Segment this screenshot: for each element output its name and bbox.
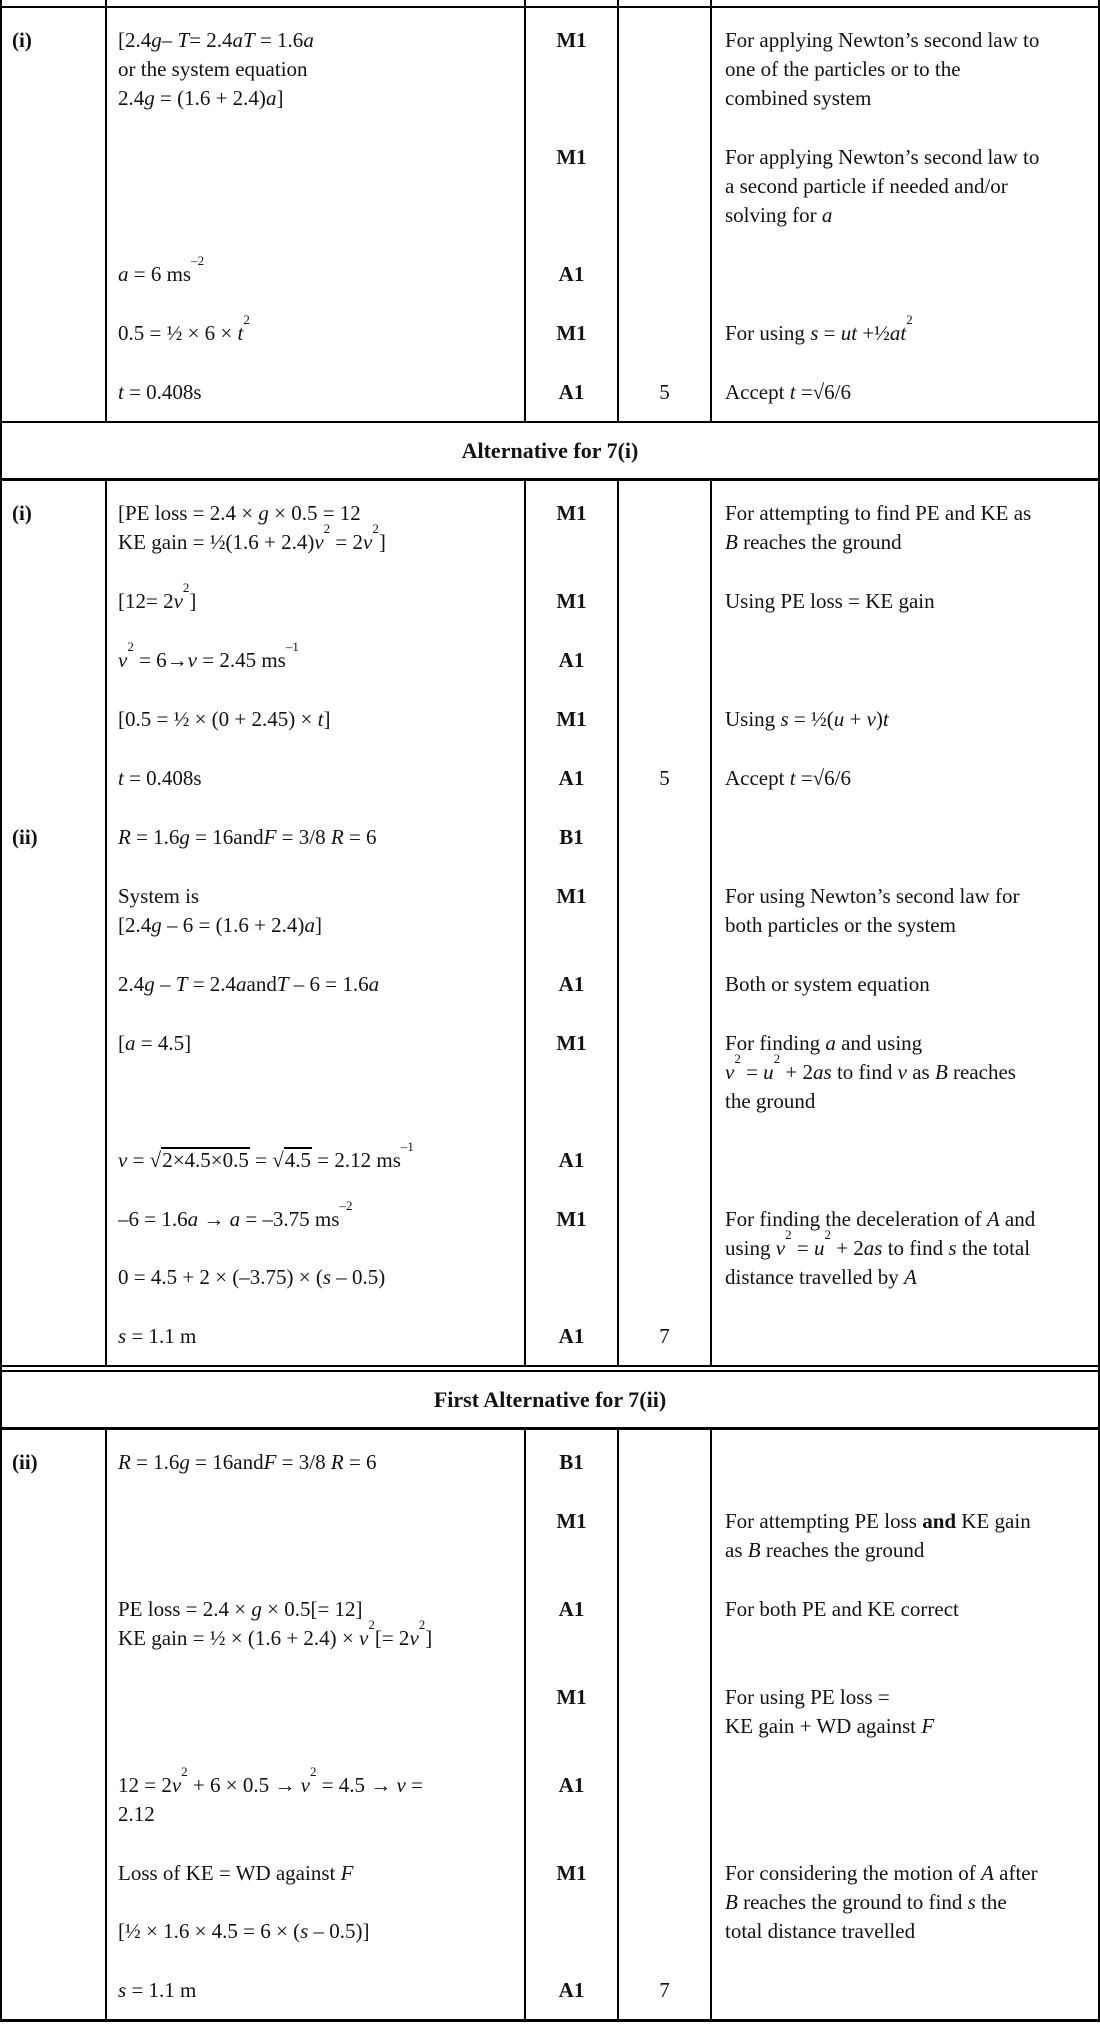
table-row: [2, 253, 1098, 319]
mark-label: [524, 1683, 617, 1771]
working-line: [118, 1234, 524, 1263]
working-line: [2.4g– T= 2.4aT = 1.6a: [118, 28, 314, 52]
mark-label: [524, 8, 617, 143]
comment: [710, 764, 1098, 823]
working-line: 2.4g – T = 2.4aandT – 6 = 1.6a: [118, 972, 380, 996]
total-marks: [617, 481, 710, 587]
section-first-alternative-7ii: [2, 1430, 1098, 2019]
mark-label: [524, 1430, 617, 1507]
mark-code: M1: [556, 589, 587, 613]
comment: [710, 1976, 1098, 2019]
part-label: [2, 587, 105, 646]
working: [105, 705, 524, 764]
working-line: R = 1.6g = 16andF = 3/8 R = 6: [118, 1450, 377, 1474]
working: [105, 1322, 524, 1365]
table-row: [2, 8, 1098, 143]
mark-code: M1: [556, 1207, 587, 1231]
working: [105, 1859, 524, 1976]
total-marks: [617, 8, 710, 143]
working-line: KE gain = ½(1.6 + $2.4)v^2 = 2v^2$]: [118, 521, 386, 554]
comment-line: For considering the motion of A after: [725, 1861, 1038, 1885]
comment: [710, 378, 1098, 421]
comment: [710, 587, 1098, 646]
part-label: [2, 1205, 105, 1322]
comment: [710, 1595, 1098, 1683]
table-row: [2, 312, 1098, 378]
comment-line: Accept t =√6/6: [725, 380, 852, 404]
total-marks: [617, 1146, 710, 1205]
working: [105, 1976, 524, 2019]
part-label: [2, 1322, 105, 1365]
comment-line: both particles or the system: [725, 913, 956, 937]
mark-code: A1: [558, 1324, 585, 1348]
part-label: [2, 1683, 105, 1771]
table-row: [2, 580, 1098, 646]
working-line: [0.5 = ½ × (0 + 2.45) × t]: [118, 707, 331, 731]
part-label: [2, 1029, 105, 1146]
table-row: [2, 1683, 1098, 1771]
part-label: [2, 319, 105, 378]
total-marks: [617, 1771, 710, 1859]
part-label: (ii): [12, 1450, 38, 1474]
total-marks: [617, 1595, 710, 1683]
comment-line: For both PE and KE correct: [725, 1597, 959, 1621]
stub-working-column: [105, 0, 524, 6]
mark-label: [524, 705, 617, 764]
section-separator: [2, 1365, 1098, 1372]
part-label: [2, 646, 105, 705]
mark-code: M1: [556, 501, 587, 525]
mark-label: [524, 1205, 617, 1322]
total-marks: [617, 823, 710, 882]
mark-label: [524, 646, 617, 705]
part-label: [2, 882, 105, 970]
working: [105, 143, 524, 260]
part-label: [2, 378, 105, 421]
comment-line: total distance travelled: [725, 1919, 916, 1943]
mark-label: [524, 1859, 617, 1976]
comment: [710, 1430, 1098, 1507]
total-marks: [617, 970, 710, 1029]
stub-part-column: [2, 0, 105, 6]
working: [105, 378, 524, 421]
comment-line: as B reaches the ground: [725, 1538, 925, 1562]
mark-code: A1: [558, 262, 585, 286]
working-line: s = 1.1 m: [118, 1324, 197, 1348]
working: [105, 764, 524, 823]
table-body: [2, 8, 1098, 2019]
part-label: [2, 1146, 105, 1205]
part-label: [2, 1976, 105, 2019]
working-line: $v^2 = 6\to v = 2.45$ $ms^{-1}$: [118, 639, 299, 672]
comment-line: For using Newton’s second law for: [725, 884, 1020, 908]
working-line: [PE loss = 2.4 × g × 0.5 = 12: [118, 501, 361, 525]
table-row: [2, 1976, 1098, 2019]
mark-code: M1: [556, 1685, 587, 1709]
section-band: [2, 423, 1098, 478]
mark-label: [524, 1976, 617, 2019]
comment-line: KE gain + WD against F: [725, 1714, 935, 1738]
table-row: [2, 1430, 1098, 1507]
comment: [710, 1507, 1098, 1595]
total-marks: [617, 260, 710, 319]
mark-label: [524, 823, 617, 882]
mark-label: [524, 143, 617, 260]
part-label: (i): [12, 501, 32, 525]
mark-label: [524, 1029, 617, 1146]
table-row: [2, 639, 1098, 705]
mark-code: M1: [556, 1031, 587, 1055]
table-row: [2, 1595, 1098, 1683]
comment-line: For applying Newton’s second law to: [725, 28, 1040, 52]
comment: [710, 1859, 1098, 1976]
mark-code: A1: [558, 972, 585, 996]
total-marks: [617, 1322, 710, 1365]
working: [105, 1029, 524, 1146]
mark-code: A1: [558, 648, 585, 672]
total-marks: [617, 143, 710, 260]
comment-line: $v^2 = u^2 + 2as$ to find v as B reaches: [725, 1051, 1016, 1084]
working: [105, 1507, 524, 1595]
working-line: [118, 1888, 524, 1917]
section-band-title: Alternative for 7(i): [461, 438, 639, 463]
table-row: [2, 1198, 1098, 1322]
mark-code: B1: [559, 1450, 584, 1474]
total-marks: [617, 705, 710, 764]
comment: [710, 1683, 1098, 1771]
working-line: [2.4g – 6 = (1.6 + 2.4)a]: [118, 913, 322, 937]
total-marks: [617, 646, 710, 705]
section-alternative-7i-and-part-ii: [2, 481, 1098, 1365]
working: [105, 1683, 524, 1771]
total-value: 7: [659, 1324, 670, 1348]
comment: [710, 8, 1098, 143]
comment: [710, 312, 1098, 378]
working-line: 2.4g = (1.6 + 2.4)a]: [118, 86, 284, 110]
section-band-title: First Alternative for 7(ii): [433, 1387, 667, 1412]
comment: [710, 1322, 1098, 1365]
mark-code: M1: [556, 28, 587, 52]
mark-label: [524, 378, 617, 421]
comment: [710, 1146, 1098, 1205]
working: [105, 8, 524, 143]
comment-line: B reaches the ground: [725, 530, 902, 554]
section-band: [2, 1372, 1098, 1427]
working-line: 0.5 = ½ × $6 \times t^2$: [118, 312, 250, 345]
comment: [710, 1029, 1098, 1146]
mark-code: M1: [556, 1509, 587, 1533]
total-marks: [617, 1976, 710, 2019]
stub-mark-column: [524, 0, 617, 6]
mark-label: [524, 764, 617, 823]
working: [105, 823, 524, 882]
part-label: [2, 143, 105, 260]
mark-code: M1: [556, 1861, 587, 1885]
working-line: R = 1.6g = 16andF = 3/8 R = 6: [118, 825, 377, 849]
mark-label: [524, 1595, 617, 1683]
comment-line: Using PE loss = KE gain: [725, 589, 935, 613]
working: [105, 1198, 524, 1322]
part-label: [2, 1771, 105, 1859]
mark-label: [524, 882, 617, 970]
working-line: or the system equation: [118, 57, 308, 81]
working-line: PE loss = 2.4 × g × 0.5[= 12]: [118, 1597, 363, 1621]
table-row: [2, 481, 1098, 587]
comment-line: For attempting to find PE and KE as: [725, 501, 1032, 525]
table-row: [2, 1322, 1098, 1365]
table-row: [2, 1507, 1098, 1595]
comment-line: a second particle if needed and/or: [725, 174, 1008, 198]
part-label: [2, 1595, 105, 1683]
table-row: [2, 143, 1098, 260]
working: [105, 1139, 524, 1205]
table-row: [2, 1859, 1098, 1976]
mark-label: [524, 1146, 617, 1205]
section-part-i-main-scheme: [2, 8, 1098, 421]
working-line: a = 6 $ms^{-2}$: [118, 253, 205, 286]
comment-line: distance travelled by A: [725, 1265, 917, 1289]
mark-label: [524, 319, 617, 378]
working-line: t = 0.408s: [118, 766, 202, 790]
total-marks: [617, 1430, 710, 1507]
table-row: [2, 1139, 1098, 1205]
total-value: 5: [659, 766, 670, 790]
working-line: 2.12: [118, 1802, 155, 1826]
working: [105, 580, 524, 646]
comment: [710, 646, 1098, 705]
working: [105, 1595, 524, 1683]
working-line: $[12= 2v^2]$: [118, 580, 197, 613]
part-label: [2, 1859, 105, 1976]
comment-line: combined system: [725, 86, 872, 110]
mark-label: [524, 1771, 617, 1859]
comment: [710, 970, 1098, 1029]
mark-label: [524, 1507, 617, 1595]
mark-label: [524, 970, 617, 1029]
mark-code: M1: [556, 321, 587, 345]
table-row: [2, 1029, 1098, 1146]
working: [105, 639, 524, 705]
total-marks: [617, 1029, 710, 1146]
table-row: [2, 1764, 1098, 1859]
working-line: 0 = 4.5 + 2 × (–3.75) × (s – 0.5): [118, 1265, 386, 1289]
comment-line: For finding a and using: [725, 1031, 923, 1055]
mark-label: [524, 1322, 617, 1365]
comment-line: the ground: [725, 1089, 816, 1113]
comment-line: solving for a: [725, 203, 833, 227]
total-marks: [617, 764, 710, 823]
comment-line: using $v^2 = u^2 + 2as$ to find s the total: [725, 1227, 1031, 1260]
working-line: v = √2×4.5×0.5 = √4.5 = 2.12 $ms^{-1}$: [118, 1139, 414, 1172]
working: [105, 1764, 524, 1859]
working-line: KE gain = ½ × $(1.6 + 2.4) \times v^2[= 2v^2]$: [118, 1617, 433, 1650]
total-marks: [617, 1859, 710, 1976]
total-marks: [617, 378, 710, 421]
table-row: [2, 764, 1098, 823]
mark-label: [524, 260, 617, 319]
comment-line: For attempting PE loss and KE gain: [725, 1509, 1031, 1533]
total-value: 7: [659, 1978, 670, 2002]
comment: [710, 143, 1098, 260]
comment-line: For using PE loss =: [725, 1685, 890, 1709]
working-line: s = 1.1 m: [118, 1978, 197, 2002]
comment: [710, 1771, 1098, 1859]
part-label: [2, 260, 105, 319]
mark-code: A1: [558, 1978, 585, 2002]
part-label: [2, 970, 105, 1029]
total-marks: [617, 882, 710, 970]
total-marks: [617, 587, 710, 646]
mark-code: M1: [556, 145, 587, 169]
total-marks: [617, 1507, 710, 1595]
table-top-stubs: [2, 0, 1098, 6]
working-line: [½ × 1.6 × 4.5 = 6 × (s – 0.5)]: [118, 1919, 370, 1943]
working: [105, 1430, 524, 1507]
comment: [710, 260, 1098, 319]
comment: [710, 1205, 1098, 1322]
total-value: 5: [659, 380, 670, 404]
part-label: [2, 705, 105, 764]
mark-code: B1: [559, 825, 584, 849]
table-row: [2, 378, 1098, 421]
table-row: [2, 705, 1098, 764]
working-line: [a = 4.5]: [118, 1031, 192, 1055]
part-label: [2, 764, 105, 823]
total-marks: [617, 1205, 710, 1322]
comment: [710, 882, 1098, 970]
table-row: [2, 970, 1098, 1029]
comment-line: Both or system equation: [725, 972, 930, 996]
comment: [710, 705, 1098, 764]
part-label: (ii): [12, 825, 38, 849]
mark-label: [524, 481, 617, 587]
comment-line: For finding the deceleration of A and: [725, 1207, 1036, 1231]
working-line: –6 = 1.6a → a = –3.75 $ms^{-2}$: [118, 1198, 353, 1231]
working-line: System is: [118, 884, 200, 908]
comment-line: one of the particles or to the: [725, 57, 961, 81]
comment: [710, 823, 1098, 882]
total-marks: [617, 319, 710, 378]
part-label: (i): [12, 28, 32, 52]
working: [105, 481, 524, 587]
comment-line: For using s = ut $+\frac{1}{2}at^2$: [725, 312, 913, 345]
table-row: [2, 823, 1098, 882]
table-bottom-border: [2, 2019, 1098, 2022]
working-line: $12 = 2v^2 + 6 \times 0.5 \to v^2 = 4.5 \to v$ =: [118, 1764, 423, 1797]
stub-comment-column: [710, 0, 1098, 6]
mark-code: A1: [558, 766, 585, 790]
mark-code: A1: [558, 380, 585, 404]
part-label: [2, 1507, 105, 1595]
comment-line: For applying Newton’s second law to: [725, 145, 1040, 169]
mark-code: A1: [558, 1773, 585, 1797]
stub-total-column: [617, 0, 710, 6]
comment-line: Accept t =√6/6: [725, 766, 852, 790]
comment-line: Using s = ½(u + v)t: [725, 707, 889, 731]
working: [105, 253, 524, 319]
working-line: Loss of KE = WD against F: [118, 1861, 354, 1885]
mark-code: A1: [558, 1148, 585, 1172]
mark-code: M1: [556, 884, 587, 908]
mark-code: M1: [556, 707, 587, 731]
working: [105, 312, 524, 378]
mark-label: [524, 587, 617, 646]
mark-code: A1: [558, 1597, 585, 1621]
working: [105, 970, 524, 1029]
total-marks: [617, 1683, 710, 1771]
comment-line: B reaches the ground to find s the: [725, 1890, 1007, 1914]
table-row: [2, 882, 1098, 970]
working: [105, 882, 524, 970]
working-line: t = 0.408s: [118, 380, 202, 404]
comment: [710, 481, 1098, 587]
